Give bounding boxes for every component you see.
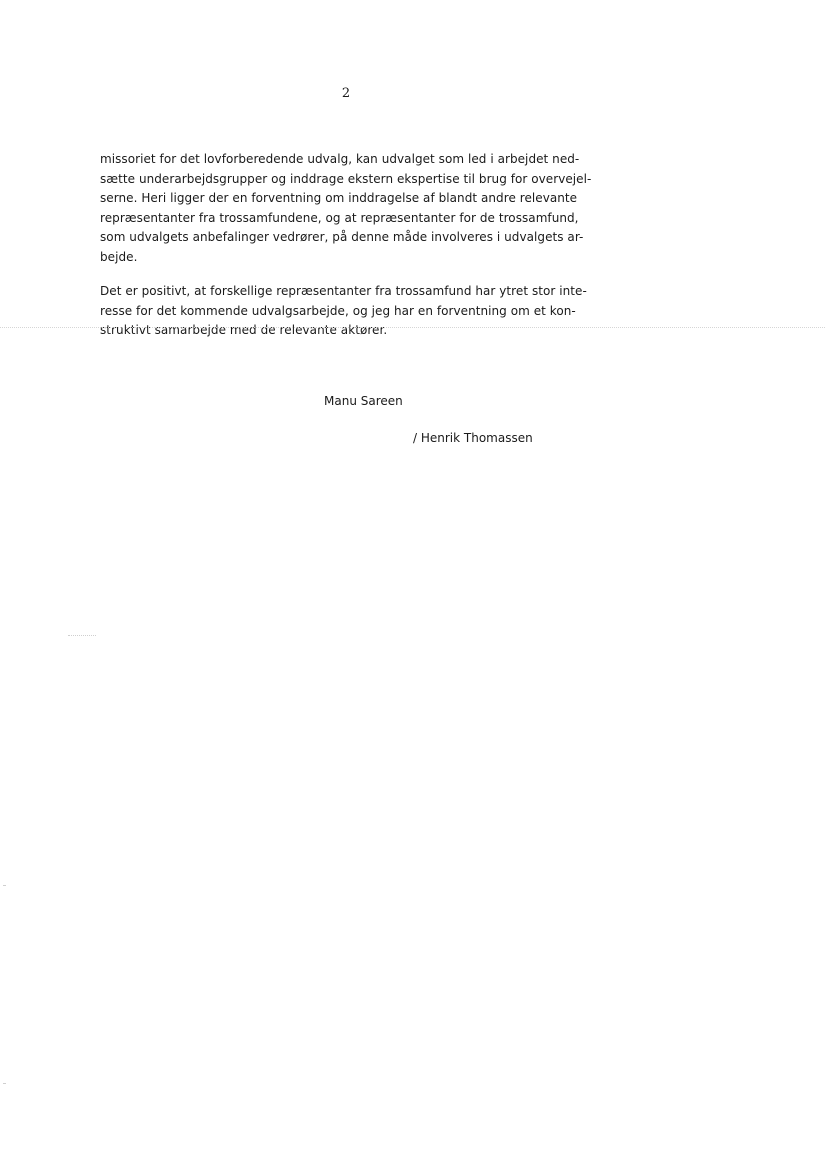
- paragraph-1: [100, 150, 600, 268]
- paragraph-line: bejde.: [100, 249, 138, 264]
- scan-artifact-line: [0, 327, 825, 328]
- paragraph-line: serne. Heri ligger der en forventning om inddragelse af blandt andre relevante: [100, 191, 578, 206]
- paragraph-line: som udvalgets anbefalinger vedrører, på denne måde involveres i udvalgets ar-: [100, 230, 584, 245]
- paragraph-2: [100, 282, 600, 341]
- signature-official-name: / Henrik Thomassen: [413, 431, 533, 445]
- paragraph-line: struktivt samarbejde med de relevante aktører.: [100, 323, 388, 338]
- paragraph-line: Det er positivt, at forskellige repræsentanter fra trossamfund har ytret stor inte-: [100, 284, 587, 298]
- scan-artifact-speck: [68, 635, 96, 636]
- scan-artifact-speck: [3, 885, 5, 886]
- paragraph-line: sætte underarbejdsgrupper og inddrage ekstern ekspertise til brug for overvejel-: [100, 171, 592, 186]
- paragraph-line: missoriet for det lovforberedende udvalg, kan udvalget som led i arbejdet ned-: [100, 152, 580, 166]
- page-number: 2: [341, 86, 351, 101]
- scan-artifact-speck: [3, 1083, 5, 1084]
- paragraph-line: resse for det kommende udvalgsarbejde, og jeg har en forventning om et kon-: [100, 303, 576, 318]
- signature-minister-name: Manu Sareen: [324, 394, 403, 408]
- paragraph-line: repræsentanter fra trossamfundene, og at repræsentanter for de trossamfund,: [100, 210, 579, 225]
